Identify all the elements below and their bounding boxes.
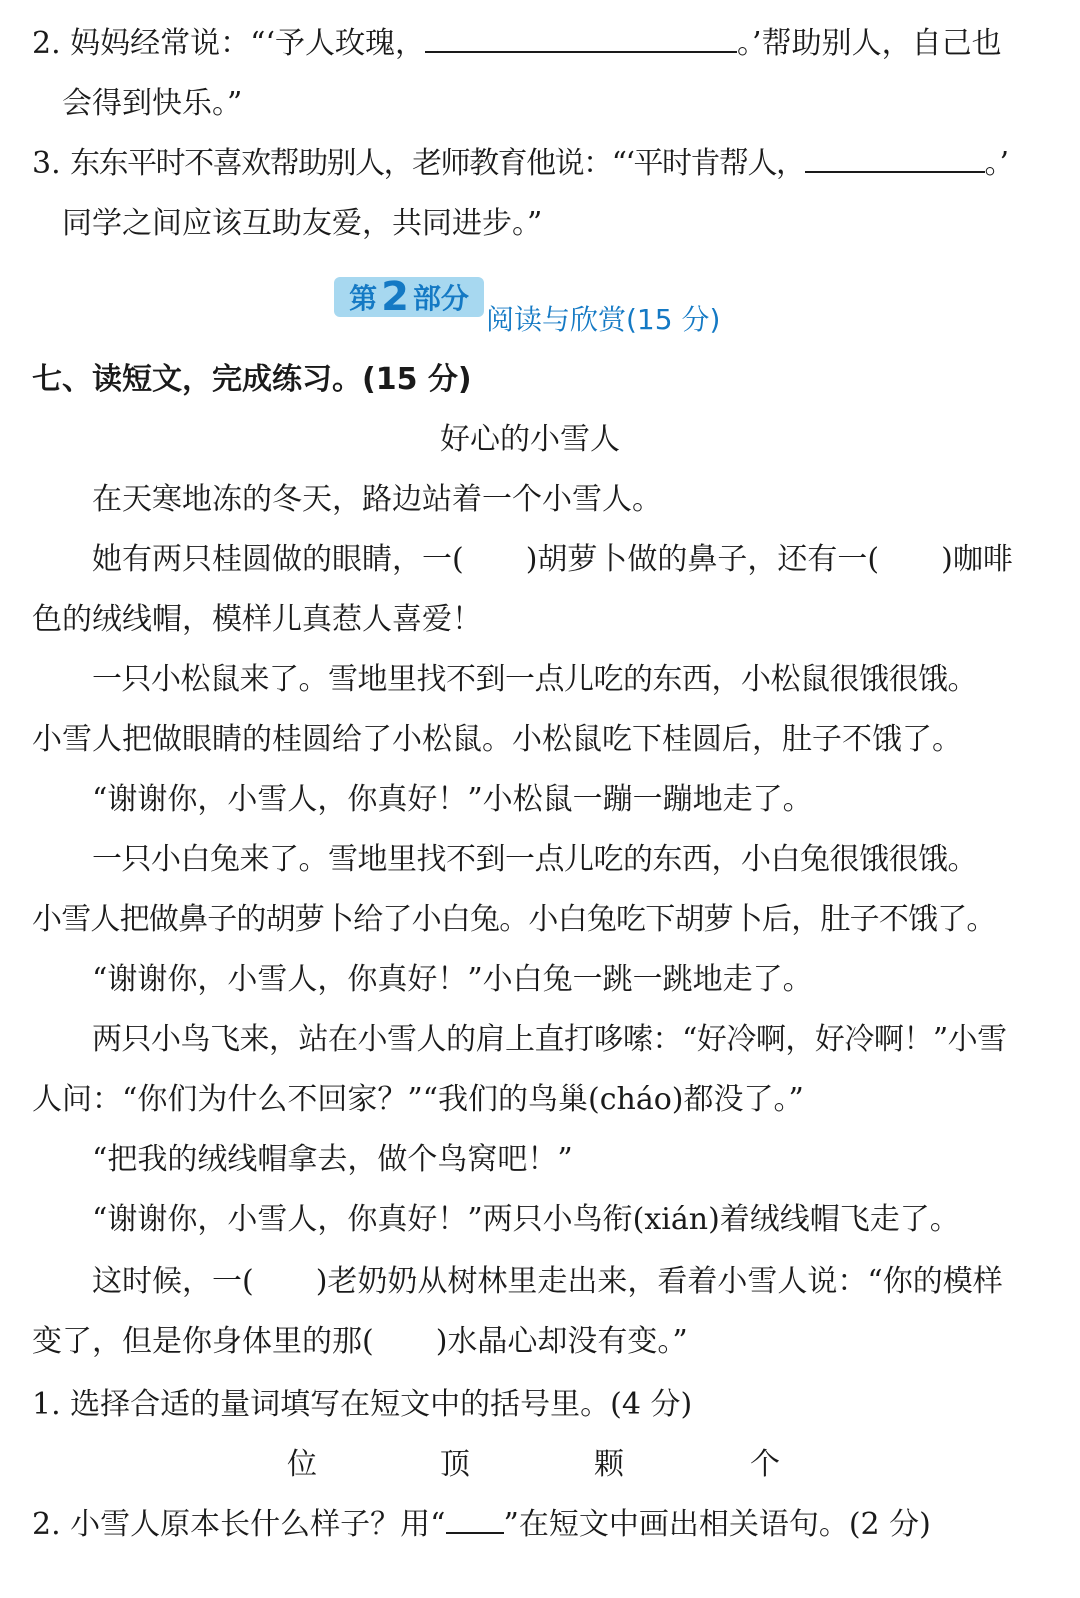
exercise-question-2: 2. 小雪人原本长什么样子？用“ ”在短文中画出相关语句。(2 分) xyxy=(32,1507,931,1542)
question-3-line-1 xyxy=(32,144,1009,184)
story-paragraph-5-line-2: 小雪人把做鼻子的胡萝卜给了小白兔。小白兔吃下胡萝卜后，肚子不饿了。 xyxy=(32,902,996,937)
story-title: 好心的小雪人 xyxy=(440,422,620,457)
story-paragraph-5-line-1: 一只小白兔来了。雪地里找不到一点儿吃的东西，小白兔很饿很饿。 xyxy=(92,842,977,877)
story-paragraph-7-line-2: 人问：“你们为什么不回家？”“我们的鸟巢(cháo)都没了。” xyxy=(32,1082,804,1117)
story-paragraph-3-line-1: 一只小松鼠来了。雪地里找不到一点儿吃的东西，小松鼠很饿很饿。 xyxy=(92,662,977,697)
option-4: 个 xyxy=(750,1447,780,1482)
section-badge xyxy=(334,274,484,320)
story-paragraph-9: “谢谢你，小雪人，你真好！”两只小鸟衔(xián)着绒线帽飞走了。 xyxy=(92,1202,960,1237)
story-paragraph-7-line-1: 两只小鸟飞来，站在小雪人的肩上直打哆嗦：“好冷啊，好冷啊！”小雪 xyxy=(92,1022,1007,1057)
question-text: 会得到快乐。” xyxy=(62,86,243,121)
underline-mark-sample xyxy=(446,1506,504,1534)
question-text: 。’ xyxy=(984,146,1010,181)
option-1: 位 xyxy=(287,1447,317,1482)
story-paragraph-10-line-2: 变了，但是你身体里的那( )水晶心却没有变。” xyxy=(32,1324,688,1359)
task-heading: 七、读短文，完成练习。(15 分) xyxy=(32,362,472,397)
answer-blank[interactable] xyxy=(425,25,737,53)
question-number: 2. xyxy=(32,26,61,61)
question-2-line-1 xyxy=(32,24,1002,64)
answer-blank[interactable] xyxy=(805,145,985,173)
question-text: 妈妈经常说：“‘予人玫瑰， xyxy=(70,26,426,61)
question-2-line-2 xyxy=(62,84,242,124)
story-paragraph-1: 在天寒地冻的冬天，路边站着一个小雪人。 xyxy=(92,482,662,517)
option-2: 顶 xyxy=(440,1447,470,1482)
story-paragraph-2-line-2: 色的绒线帽，模样儿真惹人喜爱！ xyxy=(32,602,482,637)
story-paragraph-4: “谢谢你，小雪人，你真好！”小松鼠一蹦一蹦地走了。 xyxy=(92,782,813,817)
story-paragraph-3-line-2: 小雪人把做眼睛的桂圆给了小松鼠。小松鼠吃下桂圆后，肚子不饿了。 xyxy=(32,722,962,757)
story-paragraph-8: “把我的绒线帽拿去，做个鸟窝吧！” xyxy=(92,1142,573,1177)
question-text: 同学之间应该互助友爱，共同进步。” xyxy=(62,206,543,241)
question-text: 东东平时不喜欢帮助别人，老师教育他说：“‘平时肯帮人， xyxy=(70,146,805,181)
story-paragraph-6: “谢谢你，小雪人，你真好！”小白兔一跳一跳地走了。 xyxy=(92,962,813,997)
exercise-question-1: 1. 选择合适的量词填写在短文中的括号里。(4 分) xyxy=(32,1387,693,1422)
question-number: 3. xyxy=(32,146,61,181)
section-badge-label: 第 2 部分 xyxy=(349,274,469,320)
option-3: 颗 xyxy=(594,1447,624,1482)
section-subtitle: 阅读与欣赏(15 分) xyxy=(486,303,721,336)
question-text: 。’帮助别人，自己也 xyxy=(737,26,1002,61)
question-3-line-2 xyxy=(62,204,542,244)
story-paragraph-10-line-1: 这时候，一( )老奶奶从树林里走出来，看着小雪人说：“你的模样 xyxy=(92,1264,1003,1299)
story-paragraph-2-line-1: 她有两只桂圆做的眼睛，一( )胡萝卜做的鼻子，还有一( )咖啡 xyxy=(92,542,1013,577)
